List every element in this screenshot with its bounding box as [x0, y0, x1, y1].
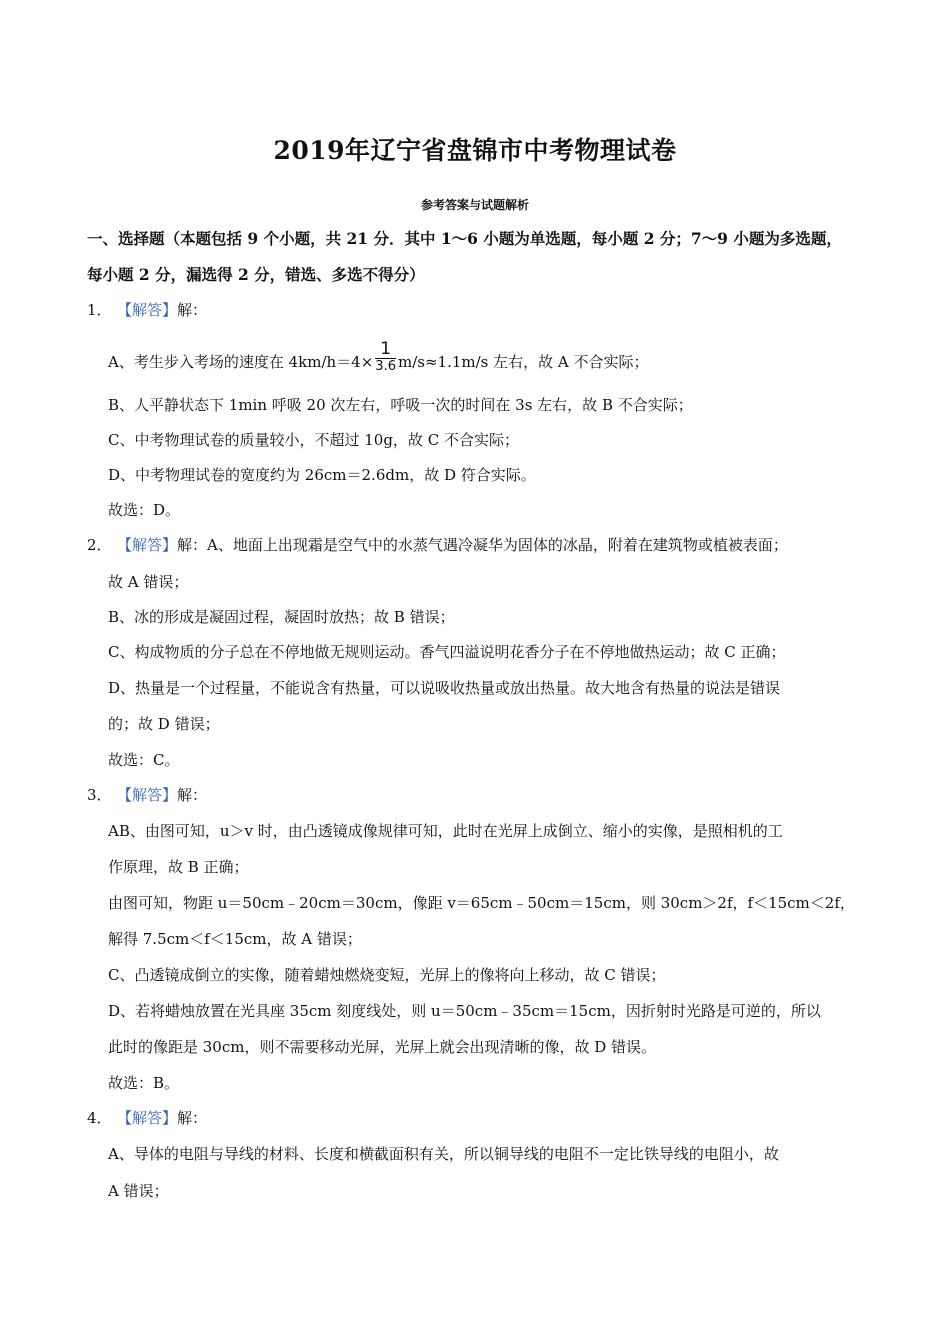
document-title: 2019年辽宁省盘锦市中考物理试卷	[273, 136, 677, 165]
answer-tag: 【解答】	[117, 301, 178, 319]
fraction	[375, 340, 396, 374]
question-1-option-c: C、中考物理试卷的质量较小，不超过 10g，故 C 不合实际；	[108, 431, 519, 449]
question-2-answer: 故选：C。	[108, 751, 180, 769]
question-1-option-a	[108, 339, 649, 380]
question-1-option-b: B、人平静状态下 1min 呼吸 20 次左右，呼吸一次的时间在 3s 左右，故 B 不合实际；	[108, 396, 693, 414]
fraction-numerator: 1	[375, 340, 396, 359]
question-3-option-ab-line2: 作原理，故 B 正确；	[108, 858, 249, 876]
question-2-header	[87, 534, 788, 555]
question-2-option-c: C、构成物质的分子总在不停地做无规则运动。香气四溢说明花香分子在不停地做热运动；故 C 正确；	[108, 643, 786, 661]
question-3-option-d-line1: D、若将蜡烛放置在光具座 35cm 刻度线处，则 u＝50cm﹣35cm＝15cm，因折射时光路是可逆的，所以	[108, 1002, 821, 1020]
question-number: 1．	[87, 301, 112, 319]
question-3-option-d-line2: 此时的像距是 30cm，则不需要移动光屏，光屏上就会出现清晰的像，故 D 错误。	[108, 1038, 657, 1056]
question-number: 4．	[87, 1109, 112, 1127]
answer-tag: 【解答】	[117, 786, 178, 804]
question-2-option-a-cont: 故 A 错误；	[108, 573, 189, 591]
option-a-suffix: m/s≈1.1m/s 左右，故 A 不合实际；	[397, 353, 649, 371]
document-subtitle: 参考答案与试题解析	[420, 198, 529, 212]
section-heading-line1: 一、选择题（本题包括 9 个小题，共 21 分．其中 1～6 小题为单选题，每小题 2 分；7～9 小题为多选题，	[87, 229, 842, 248]
question-1-answer: 故选：D。	[108, 501, 181, 519]
question-3-header	[87, 784, 207, 805]
question-3-option-ab-line4: 解得 7.5cm＜f＜15cm，故 A 错误；	[108, 930, 362, 948]
question-3-answer: 故选：B。	[108, 1074, 180, 1092]
question-4-header	[87, 1107, 207, 1128]
section-heading-line2: 每小题 2 分，漏选得 2 分，错选、多选不得分）	[87, 265, 425, 284]
question-2-option-b: B、冰的形成是凝固过程，凝固时放热；故 B 错误；	[108, 608, 455, 626]
question-lead: 解：	[177, 786, 208, 804]
question-lead: 解：	[177, 301, 208, 319]
fraction-denominator: 3.6	[375, 359, 396, 374]
question-1-header	[87, 299, 207, 320]
question-number: 2．	[87, 536, 112, 554]
question-3-option-ab-line3: 由图可知，物距 u＝50cm﹣20cm＝30cm，像距 v＝65cm﹣50cm＝15cm，则 30cm＞2f，f＜15cm＜2f，	[108, 894, 855, 912]
question-3-option-ab-line1: AB、由图可知，u＞v 时，由凸透镜成像规律可知，此时在光屏上成倒立、缩小的实像，是照相机的工	[108, 822, 783, 840]
question-lead: 解：A、地面上出现霜是空气中的水蒸气遇冷凝华为固体的冰晶，附着在建筑物或植被表面；	[177, 536, 788, 554]
answer-tag: 【解答】	[117, 1109, 178, 1127]
question-3-option-c: C、凸透镜成倒立的实像，随着蜡烛燃烧变短，光屏上的像将向上移动，故 C 错误；	[108, 966, 666, 984]
question-4-option-a-line2: A 错误；	[108, 1182, 169, 1200]
question-1-option-d: D、中考物理试卷的宽度约为 26cm＝2.6dm，故 D 符合实际。	[108, 466, 536, 484]
question-2-option-d-line2: 的；故 D 错误；	[108, 715, 220, 733]
question-number: 3．	[87, 786, 112, 804]
question-2-option-d-line1: D、热量是一个过程量，不能说含有热量，可以说吸收热量或放出热量。故大地含有热量的说法是错误	[108, 679, 781, 697]
answer-tag: 【解答】	[117, 536, 178, 554]
question-lead: 解：	[177, 1109, 208, 1127]
option-a-prefix: A、考生步入考场的速度在 4km/h＝4×	[108, 353, 374, 371]
question-4-option-a-line1: A、导体的电阻与导线的材料、长度和横截面积有关，所以铜导线的电阻不一定比铁导线的电阻小，故	[108, 1145, 779, 1163]
